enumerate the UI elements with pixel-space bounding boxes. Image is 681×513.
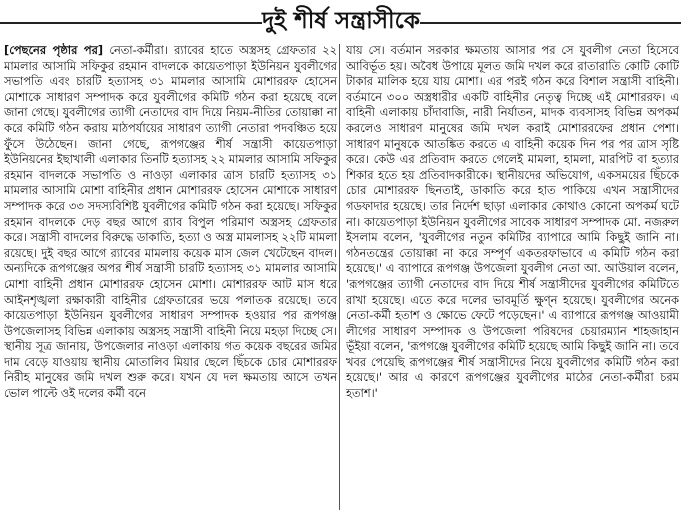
headline-band: [0, 0, 681, 42]
left-column-text: নেতা-কর্মীরা। র‍্যাবের হাতে অস্ত্রসহ গ্রেফতার ২২ মামলার আসামি সফিকুর রহমান বাদলকে কায়েতপাড়া ইউনিয়ন যুবলীগের সভাপতি এবং চারটি হত্যাসহ ৩১ মামলার আসামি মোশাররফ হোসেন মোশাকে সাধারণ সম্পাদক করে যুবলীগের কমিটি গঠন করা হয়েছে বলে জানা গেছে। যুবলীগের ত্যাগী নেতাদের বাদ দিয়ে নিয়ম-নীতির তোয়াক্কা না করে কমিটি গঠন করায় মাঠপর্যায়ের সাধারণ ত্যাগী নেতারা পদবঞ্চিত হয়ে ফুঁসে উঠেছেন। জানা গেছে, রূপগঞ্জের শীর্ষ সন্ত্রাসী কায়েতপাড়া ইউনিয়নের ইছাখালী এলাকার তিনটি হত্যাসহ ২২ মামলার আসামি সফিকুর রহমান বাদলকে সভাপতি ও নাওড়া এলাকার ত্রাস চারটি হত্যাসহ ৩১ মামলার আসামি মোশা বাহিনীর প্রধান মোশাররফ হোসেন মোশাকে সাধারণ সম্পাদক করে ৩৩ সদস্যবিশিষ্ট যুবলীগের কমিটি গঠন করা হয়েছে। সফিকুর রহমান বাদলকে দেড় বছর আগে র‍্যাব বিপুল পরিমাণ অস্ত্রসহ গ্রেফতার করে। সন্ত্রাসী বাদলের বিরুদ্ধে ডাকাতি, হত্যা ও অস্ত্র মামলাসহ ২২টি মামলা রয়েছে। দুই বছর আগে র‍্যাবের মামলায় কয়েক মাস জেল খেটেছেন বাদল। অন্যদিকে রূপগঞ্জের অপর শীর্ষ সন্ত্রাসী চারটি হত্যাসহ ৩১ মামলার আসামি মোশা বাহিনী প্রধান মোশাররফ হোসেন মোশা। মোশাররফ আট মাস ধরে আইনশৃঙ্খলা রক্ষাকারী বাহিনীর গ্রেফতারের ভয়ে পলাতক রয়েছে। তবে কায়েতপাড়া ইউনিয়ন যুবলীগের সাধারণ সম্পাদক হওয়ার পর রূপগঞ্জ উপজেলাসহ বিভিন্ন এলাকায় অস্ত্রসহ সন্ত্রাসী বাহিনী নিয়ে মহড়া দিচ্ছে সে। স্থানীয় সূত্র জানায়, উপজেলার নাওড়া এলাকায় গত কয়েক বছরের জমির দাম বেড়ে যাওয়ায় স্থানীয় মোতালিব মিয়ার ছেলে ছিঁচকে চোর মোশাররফ নিরীহ মানুষের জমি দখল শুরু করে। যখন যে দল ক্ষমতায় আসে তখন ভোল পাল্টে ওই দলের কর্মী বনে: [4, 43, 337, 401]
headline-rule-right: [420, 22, 681, 24]
column-divider: [339, 44, 340, 510]
article-body-right: [346, 43, 679, 402]
headline-rule-left: [0, 22, 262, 24]
article-column-left: [4, 43, 337, 511]
continued-label: [পেছনের পৃষ্ঠার পর]: [4, 43, 104, 57]
article-column-right: [346, 43, 679, 511]
headline: দুই শীর্ষ সন্ত্রাসীকে: [262, 2, 420, 40]
right-column-text: যায় সে। বর্তমান সরকার ক্ষমতায় আসার পর সে যুবলীগ নেতা হিসেবে আবির্ভূত হয়। অবৈধ উপায়ে মূলত জমি দখল করে রাতারাতি কোটি কোটি টাকার মালিক হয়ে যায় মোশা। এর পরই গঠন করে বিশাল সন্ত্রাসী বাহিনী। বর্তমানে ৩০০ অস্ত্রধারীর একটি বাহিনীর নেতৃত্ব দিচ্ছে এই মোশাররফ। এ বাহিনী এলাকায় চাঁদাবাজি, নারী নির্যাতন, মাদক ব্যবসাসহ বিভিন্ন অপকর্ম করলেও সাধারণ মানুষের জমি দখল করাই মোশাররফের প্রধান পেশা। সাধারণ মানুষকে আতঙ্কিত করতে এ বাহিনী কয়েক দিন পর পর ত্রাস সৃষ্টি করে। কেউ এর প্রতিবাদ করতে গেলেই মামলা, হামলা, মারপিট বা হত্যার শিকার হতে হয় প্রতিবাদকারীকে। স্থানীয়দের অভিযোগ, একসময়ের ছিঁচকে চোর মোশাররফ ছিনতাই, ডাকাতি করে হাত পাকিয়ে এখন সন্ত্রাসীদের গডফাদার হয়েছে। তার নির্দেশ ছাড়া এলাকার কোথাও কোনো অপকর্ম ঘটে না। কায়েতপাড়া ইউনিয়ন যুবলীগের সাবেক সাধারণ সম্পাদক মো. নজরুল ইসলাম বলেন, 'যুবলীগের নতুন কমিটির ব্যাপারে আমি কিছুই জানি না। গঠনতন্ত্রের তোয়াক্কা না করে সম্পূর্ণ একতরফাভাবে এ কমিটি গঠন করা হয়েছে।' এ ব্যাপারে রূপগঞ্জ উপজেলা যুবলীগ নেতা আ. আউয়াল বলেন, 'রূপগঞ্জের ত্যাগী নেতাদের বাদ দিয়ে শীর্ষ সন্ত্রাসীদের যুবলীগের কমিটিতে রাখা হয়েছে। এতে করে দলের ভাবমূর্তি ক্ষুণ্ন হয়েছে। যুবলীগের অনেক নেতা-কর্মী হতাশ ও ক্ষোভে ফেটে পড়েছেন।' এ ব্যাপারে রূপগঞ্জ আওয়ামী লীগের সাধারণ সম্পাদক ও উপজেলা পরিষদের চেয়ারম্যান শাহজাহান ভূঁইয়া বলেন, 'রূপগঞ্জে যুবলীগের কমিটি হয়েছে আমি কিছুই জানি না। তবে খবর পেয়েছি রূপগঞ্জের শীর্ষ সন্ত্রাসীদের নিয়ে যুবলীগের কমিটি গঠন করা হয়েছে।' আর এ কারণে রূপগঞ্জের যুবলীগের মাঠের নেতা-কর্মীরা চরম হতাশ।': [346, 43, 679, 401]
article-body-left: [4, 43, 337, 402]
